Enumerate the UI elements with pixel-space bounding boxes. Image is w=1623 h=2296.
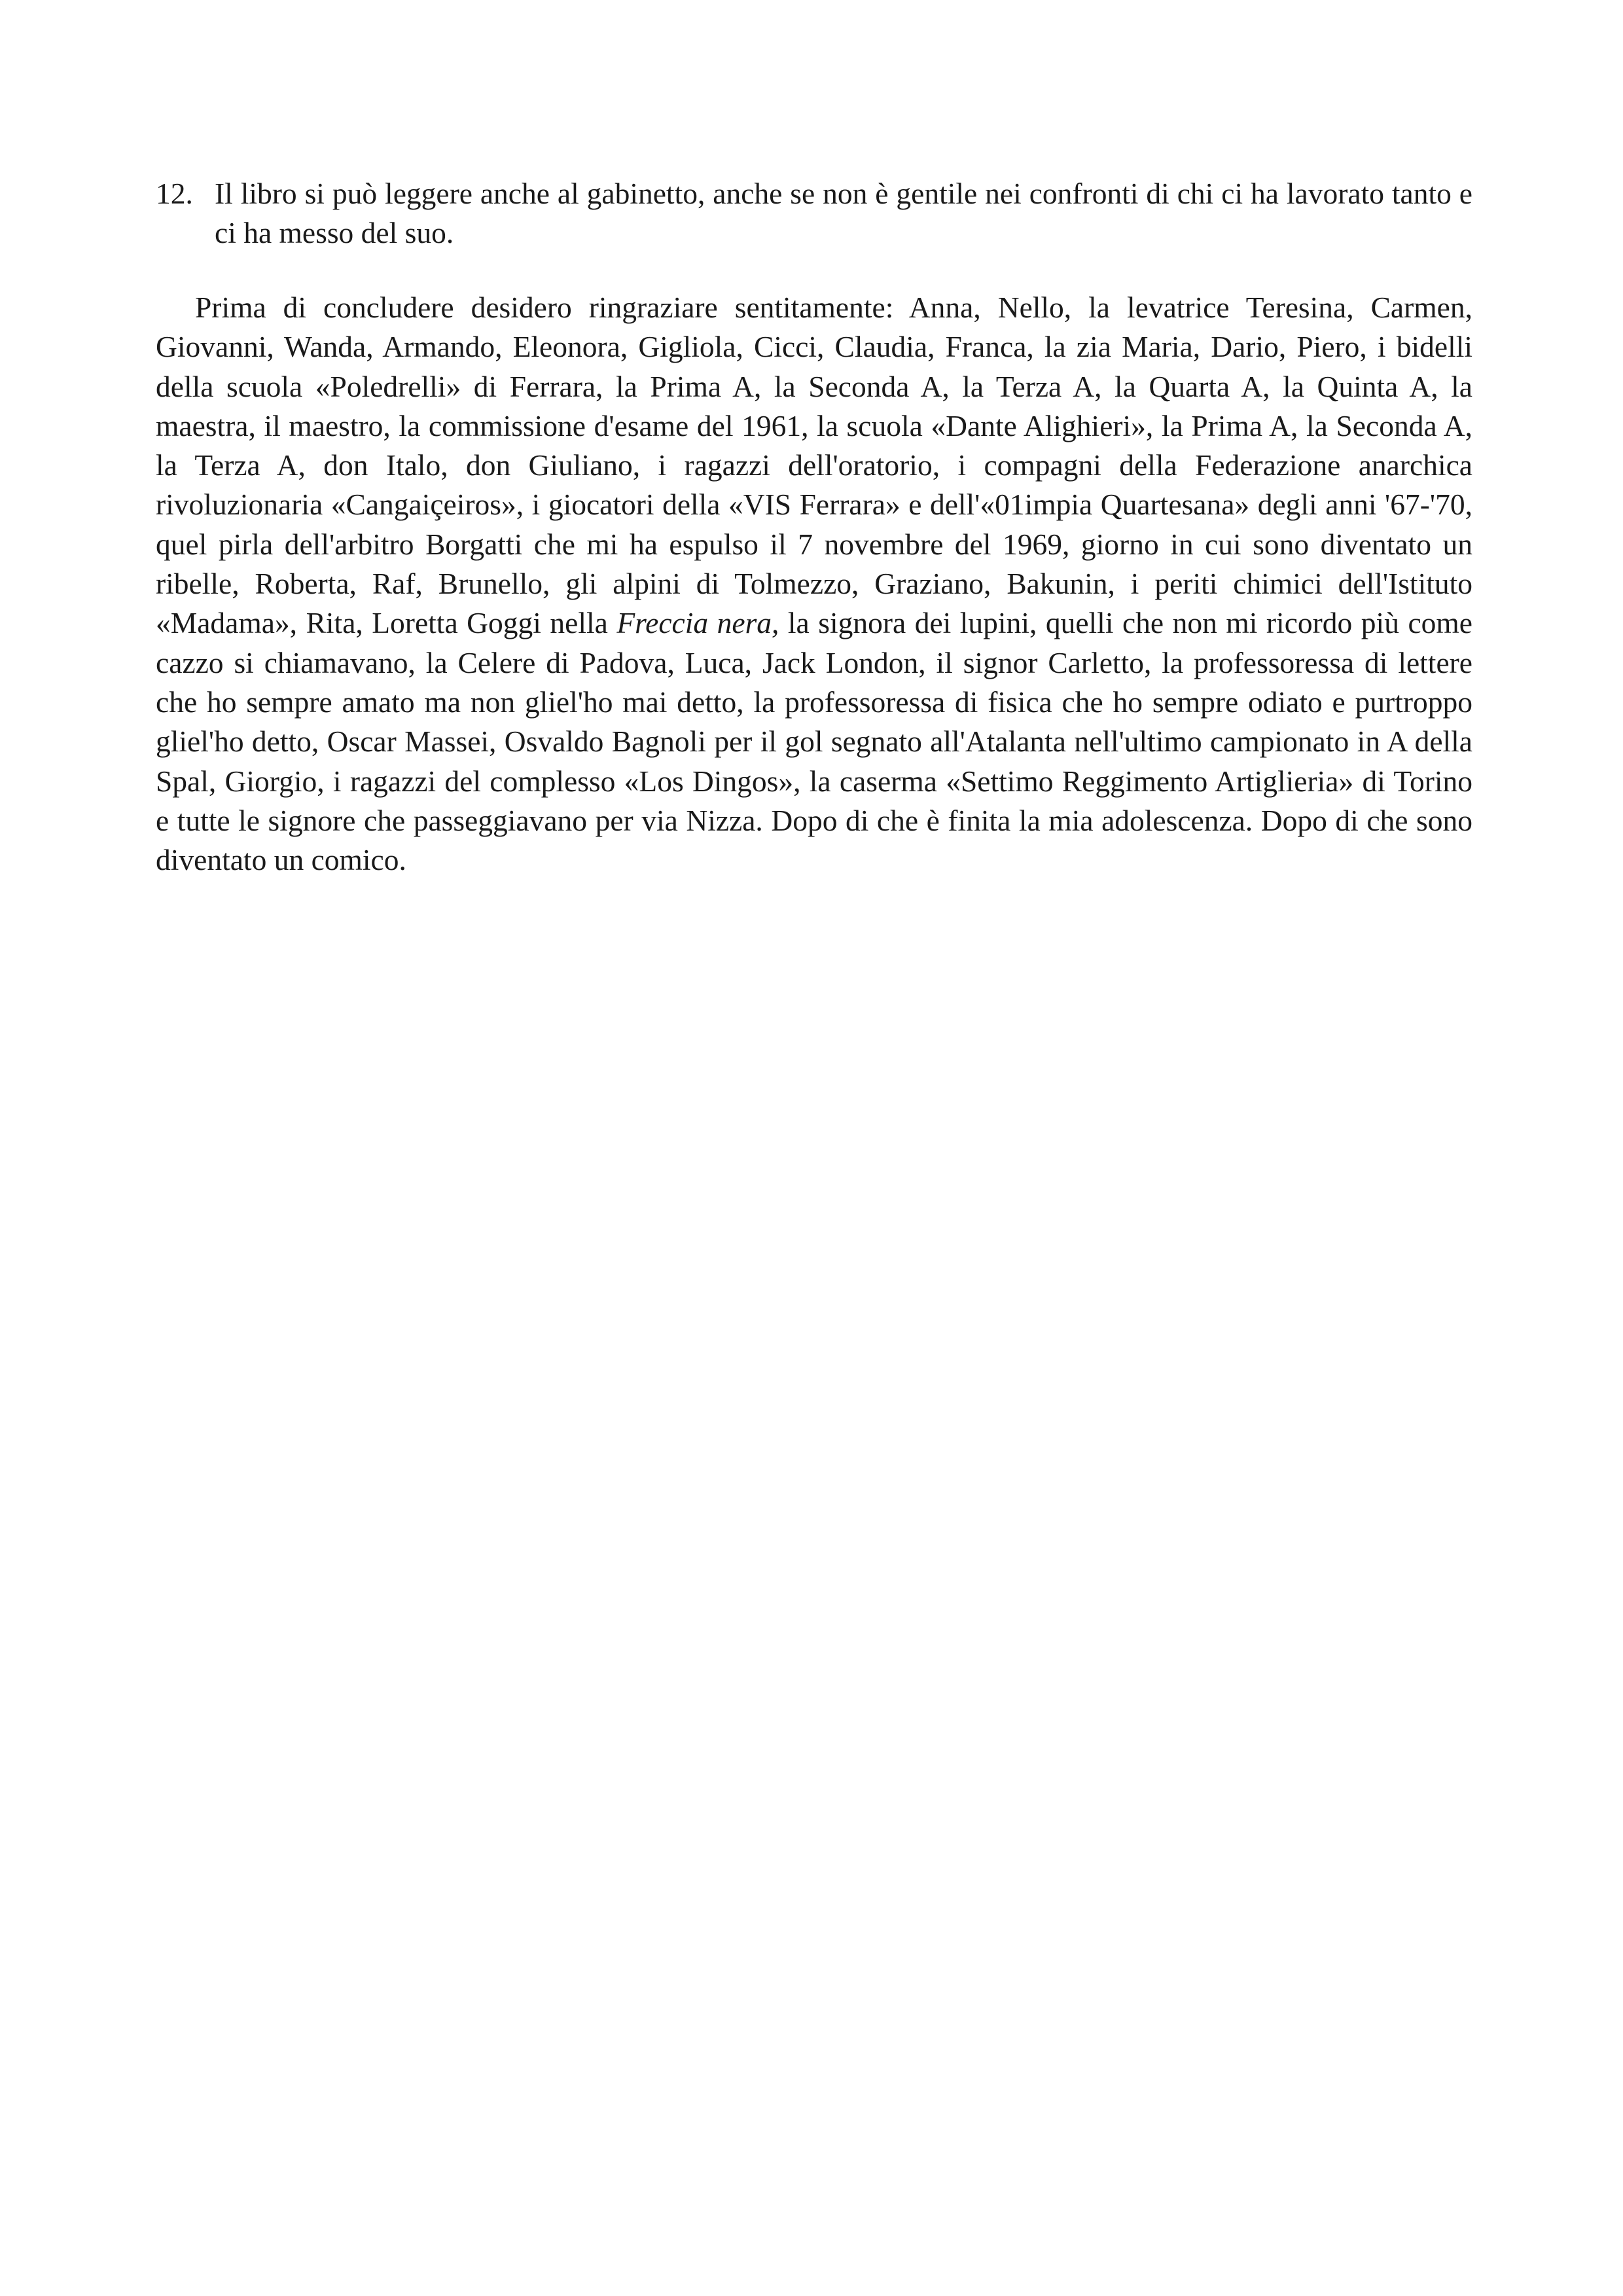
list-number: 12. <box>156 177 193 210</box>
paragraph-text-before-italic: Prima di concludere desidero ringraziare sentitamente: Anna, Nello, la levatrice Teresina, Carmen, Giovanni, Wanda, Armando, Eleonora, Gigliola, Cicci, Claudia, Franca, la zia Maria, Dario, Piero, i bidelli della scuola «Poledrelli» di Ferrara, la Prima A, la Seconda A, la Terza A, la Quarta A, la Quinta A, la maestra, il maestro, la commissione d'esame del 1961, la scuola «Dante Alighieri», la Prima A, la Seconda A, la Terza A, don Italo, don Giuliano, i ragazzi dell'oratorio, i compagni della Federazione anarchica rivoluzionaria «Cangaiçeiros», i giocatori della «VIS Ferrara» e dell'«01impia Quartesana» degli anni '67-'70, quel pirla dell'arbitro Borgatti che mi ha espulso il 7 novembre del 1969, giorno in cui sono diventato un ribelle, Roberta, Raf, Brunello, gli alpini di Tolmezzo, Graziano, Bakunin, i periti chimici dell'Istituto «Madama», Rita, Loretta Goggi nella <box>156 291 1472 640</box>
italic-title-freccia-nera: Freccia nera, <box>616 606 779 640</box>
paragraph-text-after-italic: la signora dei lupini, quelli che non mi ricordo più come cazzo si chiamavano, la Celere di Padova, Luca, Jack London, il signor Carletto, la professoressa di lettere che ho sempre amato ma non gliel'ho mai detto, la professoressa di fisica che ho sempre odiato e purtroppo gliel'ho detto, Oscar Massei, Osvaldo Bagnoli per il gol segnato all'Atalanta nell'ultimo campionato in A della Spal, Giorgio, i ragazzi del complesso «Los Dingos», la caserma «Settimo Reggimento Artiglieria» di Torino e tutte le signore che passeggiavano per via Nizza. Dopo di che è finita la mia adolescenza. Dopo di che sono diventato un comico. <box>156 606 1472 877</box>
acknowledgements-paragraph <box>156 288 1472 880</box>
list-item-12 <box>156 174 1472 253</box>
list-item-text: Il libro si può leggere anche al gabinetto, anche se non è gentile nei confronti di chi ci ha lavorato tanto e ci ha messo del suo. <box>215 177 1472 249</box>
document-page <box>156 174 1472 910</box>
